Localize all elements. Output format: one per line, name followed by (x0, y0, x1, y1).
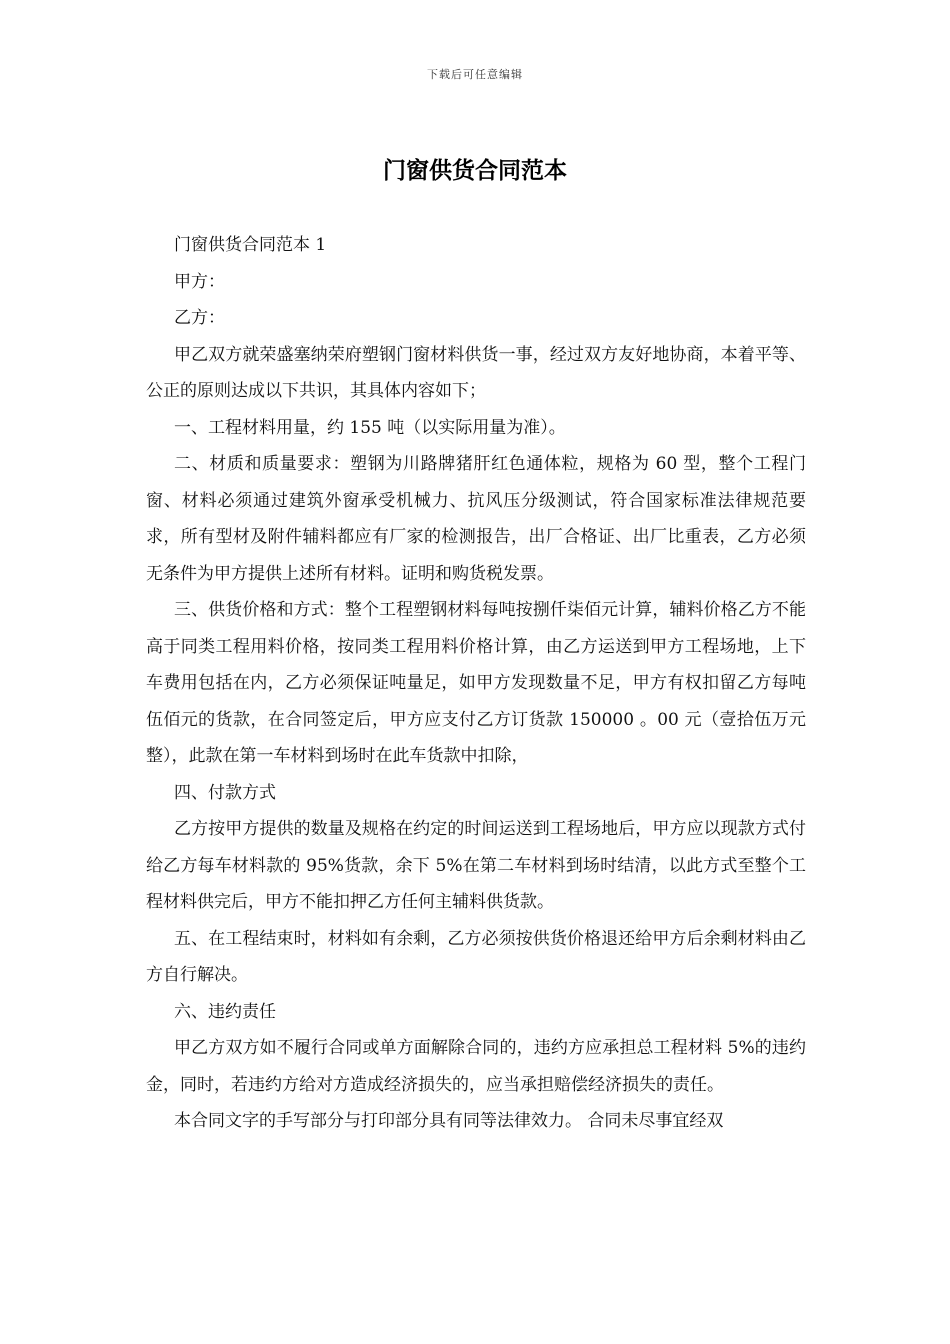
paragraph-clause-4-body: 乙方按甲方提供的数量及规格在约定的时间运送到工程场地后，甲方应以现款方式付给乙方每车材料款的 95%货款，余下 5%在第二车材料到场时结清，以此方式至整个工程材料供完后，甲方不能扣押乙方任何主辅料供货款。 (146, 819, 806, 912)
paragraph-contract-number: 门窗供货合同范本 1 (174, 235, 327, 255)
paragraph-clause-4-heading: 四、付款方式 (174, 782, 276, 803)
paragraph-party-b: 乙方： (174, 308, 225, 328)
paragraph-preamble: 甲乙双方就荣盛塞纳荣府塑钢门窗材料供货一事，经过双方友好地协商，本着平等、公正的原则达成以下共识，其具体内容如下； (146, 344, 806, 401)
paragraph-party-a: 甲方： (174, 271, 225, 292)
document-body (146, 227, 806, 1140)
paragraph-clause-6-body: 甲乙方双方如不履行合同或单方面解除合同的，违约方应承担总工程材料 5%的违约金，同时，若违约方给对方造成经济损失的，应当承担赔偿经济损失的责任。 (146, 1038, 806, 1095)
paragraph-legal-effect: 本合同文字的手写部分与打印部分具有同等法律效力。 合同未尽事宜经双 (174, 1111, 724, 1131)
paragraph-clause-2: 二、材质和质量要求：塑钢为川路牌猪肝红色通体粒，规格为 60 型，整个工程门窗、材料必须通过建筑外窗承受机械力、抗风压分级测试，符合国家标准法律规范要求，所有型材及附件辅料都应有厂家的检测报告，出厂合格证、出厂比重表，乙方必须无条件为甲方提供上述所有材料。证明和购货税发票。 (146, 454, 806, 584)
paragraph-clause-6-heading: 六、违约责任 (174, 1001, 276, 1022)
paragraph-clause-3: 三、供货价格和方式：整个工程塑钢材料每吨按捌仟柒佰元计算，辅料价格乙方不能高于同类工程用料价格，按同类工程用料价格计算，由乙方运送到甲方工程场地，上下车费用包括在内，乙方必须保证吨量足，如甲方发现数量不足，甲方有权扣留乙方每吨伍佰元的货款，在合同签定后，甲方应支付乙方订货款 150000 。00 元（壹拾伍万元整），此款在第一车材料到场时在此车货款中扣除， (146, 600, 806, 766)
paragraph-clause-1: 一、工程材料用量，约 155 吨（以实际用量为准）。 (174, 417, 566, 438)
paragraph-clause-5: 五、在工程结束时，材料如有余剩，乙方必须按供货价格退还给甲方后余剩材料由乙方自行解决。 (146, 928, 806, 985)
document-title: 门窗供货合同范本 (383, 157, 567, 184)
page-header-note: 下载后可任意编辑 (427, 68, 523, 81)
